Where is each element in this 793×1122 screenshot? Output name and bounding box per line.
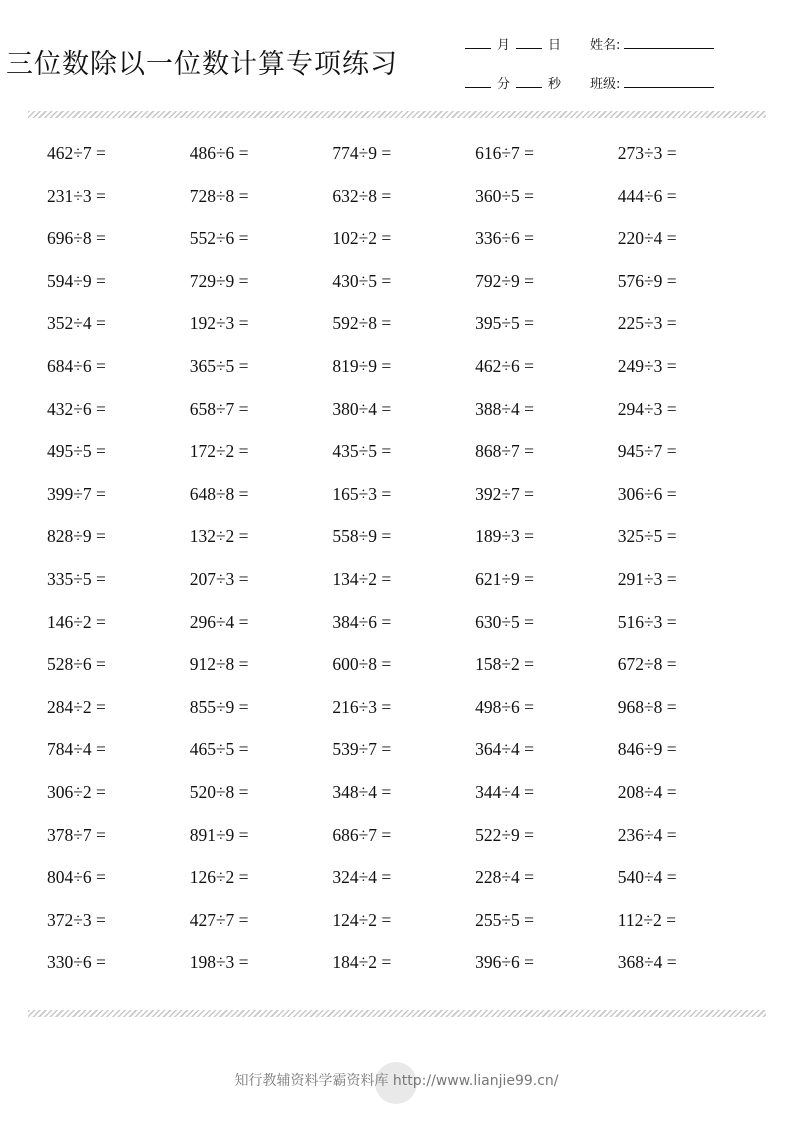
problem-row	[47, 356, 767, 396]
problem-row	[47, 313, 767, 353]
problem-item: 330÷6 =	[47, 952, 106, 973]
problem-item: 216÷3 =	[332, 696, 392, 717]
problem-item: 306÷2 =	[47, 782, 106, 802]
problem-item: 236÷4 =	[617, 824, 677, 845]
problem-row	[47, 910, 767, 950]
problem-item: 365÷5 =	[189, 356, 249, 376]
problem-item: 686÷7 =	[332, 824, 392, 845]
problem-item: 828÷9 =	[47, 526, 106, 547]
problem-row	[47, 143, 767, 183]
footer-text: 知行教辅资料学霸资料库 http://www.lianjie99.cn/	[234, 1073, 559, 1089]
date-fields	[465, 34, 567, 53]
problem-item: 846÷9 =	[617, 739, 677, 760]
problem-item: 855÷9 =	[189, 696, 249, 717]
name-blank[interactable]	[624, 36, 714, 49]
minute-label: 分	[497, 77, 511, 92]
problem-row	[47, 952, 767, 992]
class-blank[interactable]	[624, 75, 714, 88]
problem-item: 696÷8 =	[47, 228, 106, 249]
problem-item: 600÷8 =	[332, 654, 392, 675]
problem-item: 672÷8 =	[617, 654, 677, 675]
problem-item: 465÷5 =	[189, 739, 249, 760]
problem-item: 378÷7 =	[47, 824, 106, 845]
day-blank[interactable]	[516, 36, 542, 49]
problem-item: 132÷2 =	[189, 526, 249, 547]
problem-row	[47, 825, 767, 865]
problem-item: 207÷3 =	[189, 569, 249, 589]
second-blank[interactable]	[516, 75, 542, 88]
problem-item: 792÷9 =	[475, 270, 534, 291]
minute-blank[interactable]	[465, 75, 491, 88]
problem-row	[47, 484, 767, 524]
problem-item: 396÷6 =	[475, 952, 534, 973]
problem-item: 552÷6 =	[189, 228, 249, 249]
problem-item: 294÷3 =	[617, 398, 677, 419]
problem-item: 891÷9 =	[189, 824, 249, 845]
problem-row	[47, 441, 767, 481]
problem-item: 539÷7 =	[332, 739, 392, 760]
problem-item: 198÷3 =	[189, 952, 249, 973]
name-label: 姓名:	[590, 38, 621, 53]
problem-item: 172÷2 =	[189, 441, 249, 462]
time-fields	[465, 73, 567, 92]
problem-item: 228÷4 =	[475, 867, 534, 888]
problem-item: 352÷4 =	[47, 313, 106, 334]
problem-item: 231÷3 =	[47, 185, 106, 206]
problem-item: 868÷7 =	[475, 441, 534, 462]
problem-item: 165÷3 =	[332, 483, 392, 504]
problem-row	[47, 654, 767, 694]
problem-item: 158÷2 =	[475, 654, 534, 675]
month-blank[interactable]	[465, 36, 491, 49]
month-label: 月	[497, 38, 511, 53]
class-label: 班级:	[590, 77, 621, 92]
problem-item: 522÷9 =	[475, 824, 534, 845]
problem-item: 594÷9 =	[47, 270, 106, 291]
problem-row	[47, 867, 767, 907]
problem-item: 528÷6 =	[47, 654, 106, 675]
problem-row	[47, 612, 767, 652]
problem-item: 728÷8 =	[189, 185, 249, 206]
problem-item: 126÷2 =	[189, 867, 249, 888]
problem-item: 804÷6 =	[47, 867, 106, 888]
problem-item: 427÷7 =	[189, 909, 249, 930]
problem-item: 324÷4 =	[332, 867, 392, 888]
problem-item: 632÷8 =	[332, 185, 392, 206]
bottom-divider	[28, 1010, 766, 1017]
problem-item: 134÷2 =	[332, 569, 392, 589]
problem-row	[47, 228, 767, 268]
page-title: 三位数除以一位数计算专项练习	[6, 49, 398, 80]
problem-item: 774÷9 =	[332, 143, 392, 163]
problem-item: 249÷3 =	[617, 356, 677, 376]
problem-item: 335÷5 =	[47, 569, 106, 589]
problem-item: 364÷4 =	[475, 739, 534, 760]
problem-item: 296÷4 =	[189, 611, 249, 632]
problem-item: 273÷3 =	[617, 143, 677, 163]
problem-item: 192÷3 =	[189, 313, 249, 334]
problem-row	[47, 399, 767, 439]
problem-item: 392÷7 =	[475, 483, 534, 504]
problem-row	[47, 526, 767, 566]
day-label: 日	[548, 38, 562, 53]
problem-item: 325÷5 =	[617, 526, 677, 547]
problem-item: 380÷4 =	[332, 398, 392, 419]
problem-item: 124÷2 =	[332, 909, 392, 930]
problem-item: 384÷6 =	[332, 611, 392, 632]
problem-item: 372÷3 =	[47, 909, 106, 930]
problem-row	[47, 186, 767, 226]
problem-item: 146÷2 =	[47, 611, 106, 632]
problem-row	[47, 739, 767, 779]
problem-item: 912÷8 =	[189, 654, 249, 675]
class-field	[590, 73, 714, 92]
problem-item: 189÷3 =	[475, 526, 534, 547]
problem-item: 336÷6 =	[475, 228, 534, 249]
problem-item: 102÷2 =	[332, 228, 392, 249]
problem-item: 486÷6 =	[189, 143, 249, 163]
problem-item: 435÷5 =	[332, 441, 392, 462]
problem-item: 945÷7 =	[617, 441, 677, 462]
top-divider	[28, 111, 766, 118]
problem-item: 184÷2 =	[332, 952, 392, 973]
problem-item: 432÷6 =	[47, 398, 106, 419]
problem-item: 495÷5 =	[47, 441, 106, 462]
problem-item: 592÷8 =	[332, 313, 392, 334]
problem-row	[47, 697, 767, 737]
problem-item: 444÷6 =	[617, 185, 677, 206]
problem-item: 430÷5 =	[332, 270, 392, 291]
problem-item: 968÷8 =	[617, 696, 677, 717]
problem-item: 658÷7 =	[189, 398, 249, 419]
problem-item: 621÷9 =	[475, 569, 534, 589]
problem-item: 684÷6 =	[47, 356, 106, 376]
problem-item: 558÷9 =	[332, 526, 392, 547]
problem-row	[47, 782, 767, 822]
problem-item: 540÷4 =	[617, 867, 677, 888]
name-field	[590, 34, 714, 53]
problem-item: 344÷4 =	[475, 782, 534, 802]
problem-item: 306÷6 =	[617, 483, 677, 504]
problem-item: 616÷7 =	[475, 143, 534, 163]
problem-item: 220÷4 =	[617, 228, 677, 249]
problem-item: 225÷3 =	[617, 313, 677, 334]
problem-item: 291÷3 =	[617, 569, 677, 589]
problem-row	[47, 569, 767, 609]
problem-item: 520÷8 =	[189, 782, 249, 802]
problem-item: 576÷9 =	[617, 270, 677, 291]
problem-item: 648÷8 =	[189, 483, 249, 504]
second-label: 秒	[548, 77, 562, 92]
problem-item: 784÷4 =	[47, 739, 106, 760]
problem-item: 729÷9 =	[189, 270, 249, 291]
problem-item: 630÷5 =	[475, 611, 534, 632]
problem-item: 112÷2 =	[617, 909, 676, 930]
problem-item: 498÷6 =	[475, 696, 534, 717]
problem-item: 360÷5 =	[475, 185, 534, 206]
problem-item: 255÷5 =	[475, 909, 534, 930]
problem-item: 462÷7 =	[47, 143, 106, 163]
problem-item: 399÷7 =	[47, 483, 106, 504]
problem-item: 388÷4 =	[475, 398, 534, 419]
problem-item: 348÷4 =	[332, 782, 392, 802]
problem-row	[47, 271, 767, 311]
problem-item: 395÷5 =	[475, 313, 534, 334]
problem-item: 208÷4 =	[617, 782, 677, 802]
problem-item: 516÷3 =	[617, 611, 677, 632]
problem-item: 819÷9 =	[332, 356, 392, 376]
problem-item: 284÷2 =	[47, 696, 106, 717]
problem-item: 368÷4 =	[617, 952, 677, 973]
problem-item: 462÷6 =	[475, 356, 534, 376]
